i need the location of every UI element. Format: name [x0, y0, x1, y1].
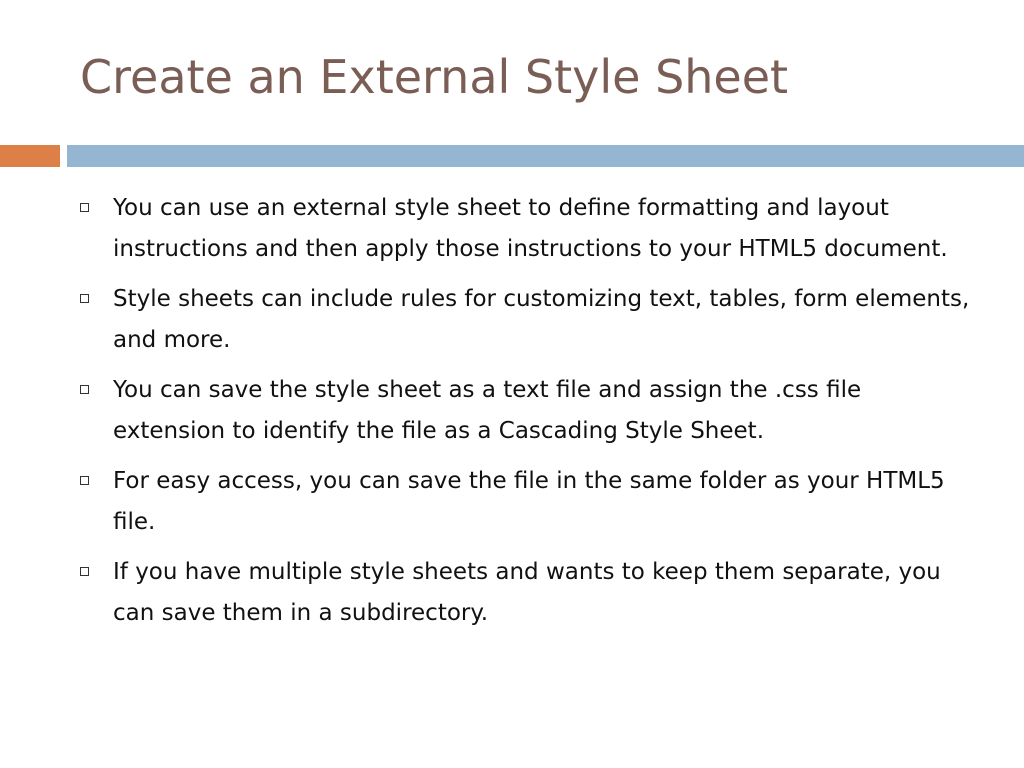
accent-bar — [0, 145, 60, 167]
bullet-text: If you have multiple style sheets and wants to keep them separate, you can save them in a subdirectory. — [113, 559, 941, 626]
bullet-text: You can use an external style sheet to define formatting and layout instructions and then apply those instructions to your HTML5 document. — [113, 195, 948, 262]
title-divider-bar — [67, 145, 1024, 167]
list-item — [80, 552, 980, 634]
list-item — [80, 370, 980, 452]
square-bullet-icon — [80, 385, 89, 394]
list-item — [80, 188, 980, 270]
bullet-text: For easy access, you can save the file in the same folder as your HTML5 file. — [113, 468, 945, 535]
list-item — [80, 279, 980, 361]
square-bullet-icon — [80, 567, 89, 576]
square-bullet-icon — [80, 476, 89, 485]
bullet-text: Style sheets can include rules for customizing text, tables, form elements, and more. — [113, 286, 970, 353]
list-item — [80, 461, 980, 543]
square-bullet-icon — [80, 294, 89, 303]
slide-title: Create an External Style Sheet — [80, 50, 789, 104]
bullet-list — [80, 188, 980, 643]
square-bullet-icon — [80, 203, 89, 212]
bullet-text: You can save the style sheet as a text file and assign the .css file extension to identify the file as a Cascading Style Sheet. — [113, 377, 862, 444]
